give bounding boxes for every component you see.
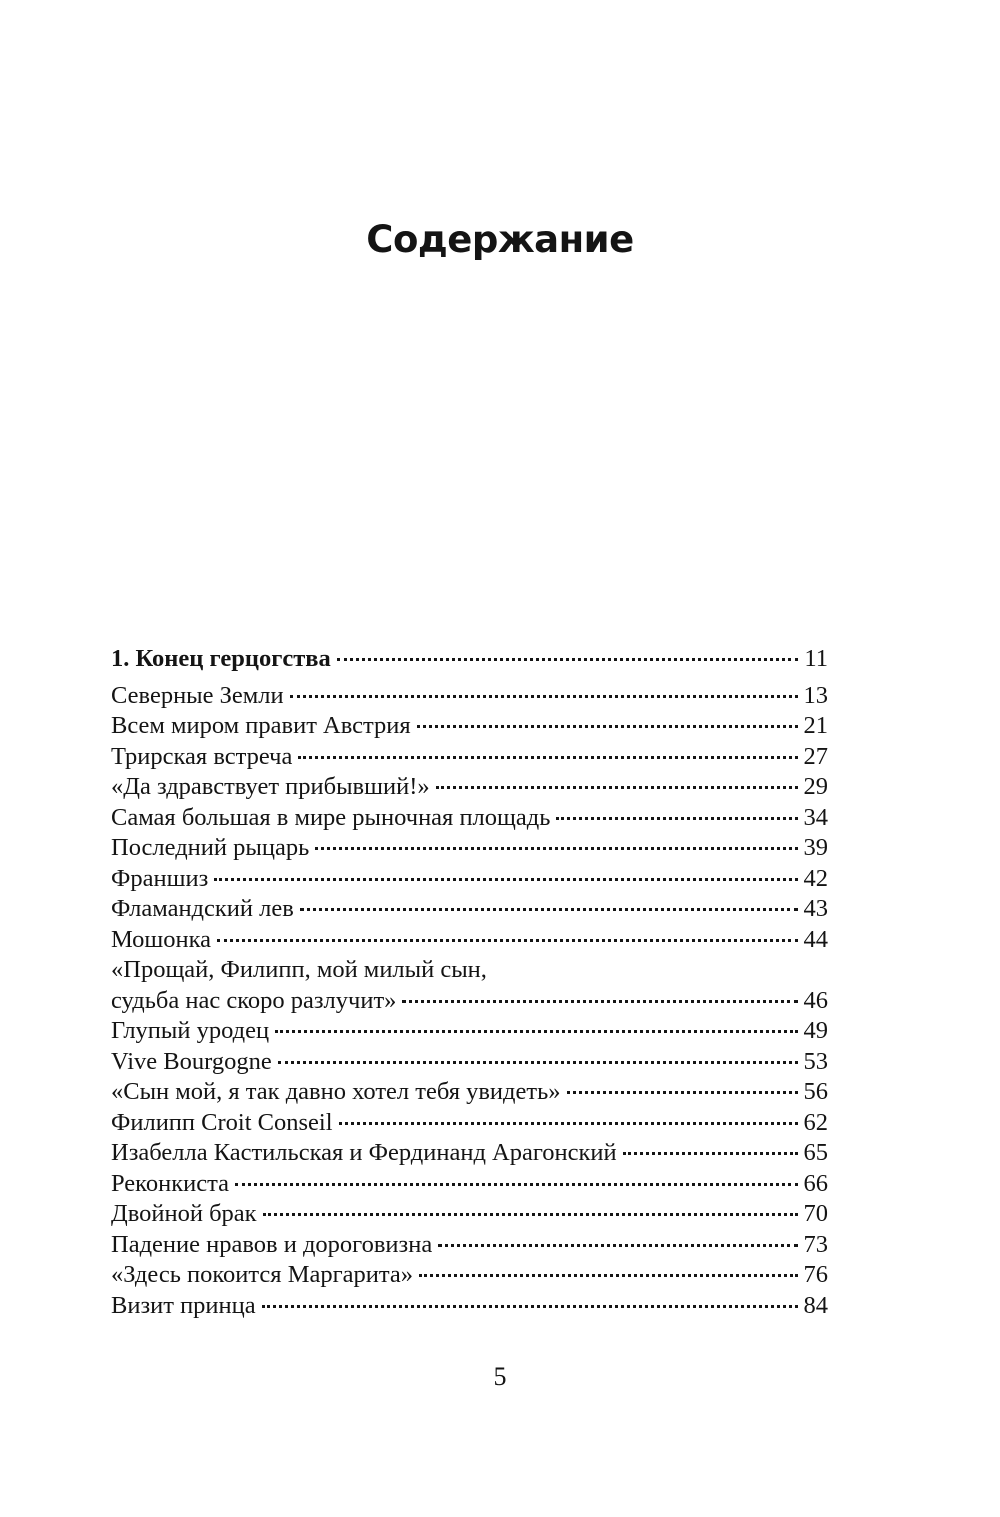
toc-entry xyxy=(111,1047,828,1078)
dot-leader xyxy=(235,1183,798,1186)
toc-entry xyxy=(111,986,828,1017)
toc-entry xyxy=(111,925,828,956)
dot-leader xyxy=(275,1030,797,1033)
toc-entry-title: «Здесь покоится Маргарита» xyxy=(111,1261,414,1288)
toc-entry xyxy=(111,1169,828,1200)
toc-entry xyxy=(111,1077,828,1108)
toc-entry xyxy=(111,1291,828,1322)
toc-entry-page: 44 xyxy=(803,925,828,953)
toc-entry xyxy=(111,894,828,925)
toc-entry xyxy=(111,711,828,742)
toc-entry-page: 66 xyxy=(803,1169,828,1197)
toc-entry-title: Изабелла Кастильская и Фердинанд Арагонский xyxy=(111,1139,617,1166)
toc-entry-title: Падение нравов и дороговизна xyxy=(111,1230,433,1258)
toc-entry-page: 39 xyxy=(803,834,828,861)
dot-leader xyxy=(298,756,797,759)
dot-leader xyxy=(278,1061,798,1064)
toc-entry-page: 56 xyxy=(803,1078,828,1105)
toc-entry xyxy=(111,681,828,712)
dot-leader xyxy=(567,1091,798,1094)
toc-entry-page: 13 xyxy=(803,681,828,709)
toc-entry-page: 65 xyxy=(803,1139,828,1166)
toc-entry xyxy=(111,1016,828,1047)
toc-entry xyxy=(111,772,828,803)
toc-entry-title: Трирская встреча xyxy=(111,742,293,770)
dot-leader xyxy=(436,786,798,789)
toc-entry-title: Франшиз xyxy=(111,864,209,892)
toc-entry xyxy=(111,803,828,834)
page-title: Содержание xyxy=(366,218,634,261)
toc-entry-page: 62 xyxy=(803,1108,828,1136)
toc-entry xyxy=(111,1108,828,1139)
toc-entry-title: Глупый уродец xyxy=(111,1017,270,1044)
dot-leader xyxy=(290,695,798,698)
toc-entry-title: Последний рыцарь xyxy=(111,834,310,861)
toc-entry-title: Реконкиста xyxy=(111,1169,229,1197)
toc-entry-title: Всем миром правит Австрия xyxy=(111,712,411,739)
toc-entry-title: 1. Конец герцогства xyxy=(111,645,331,672)
toc-entry-page: 73 xyxy=(803,1230,828,1258)
dot-leader xyxy=(300,908,798,911)
toc-entry-page: 76 xyxy=(803,1261,828,1288)
dot-leader xyxy=(315,847,797,850)
toc-entry-page: 53 xyxy=(803,1047,828,1075)
dot-leader xyxy=(217,939,797,942)
toc-entry-page: 11 xyxy=(804,645,828,672)
toc-entry-title: Двойной брак xyxy=(111,1200,257,1227)
toc-entry-title: Vive Bourgogne xyxy=(111,1047,272,1075)
page-number: 5 xyxy=(493,1362,507,1391)
toc-entry-title: Самая большая в мире рыночная площадь xyxy=(111,803,551,831)
dot-leader xyxy=(438,1244,797,1247)
toc-entry xyxy=(111,1230,828,1261)
toc-entry-title: Северные Земли xyxy=(111,681,284,709)
toc-entry-page: 70 xyxy=(803,1200,828,1227)
toc-entry-first-line xyxy=(111,955,828,986)
toc-entry-title: судьба нас скоро разлучит» xyxy=(111,986,397,1014)
dot-leader xyxy=(339,1122,798,1125)
toc-entry-page: 27 xyxy=(803,742,828,770)
dot-leader xyxy=(337,658,799,661)
dot-leader xyxy=(556,817,797,820)
toc-entry-page: 42 xyxy=(803,864,828,892)
toc-entry-title: «Сын мой, я так давно хотел тебя увидеть» xyxy=(111,1078,561,1105)
dot-leader xyxy=(262,1305,798,1308)
toc-entry xyxy=(111,742,828,773)
toc-entry xyxy=(111,864,828,895)
toc-entry-title: «Прощай, Филипп, мой милый сын, xyxy=(111,956,487,983)
toc-entry xyxy=(111,1138,828,1169)
dot-leader xyxy=(214,878,797,881)
toc-entry-page: 29 xyxy=(803,773,828,800)
toc-entry-page: 49 xyxy=(803,1017,828,1044)
toc-entry-title: Филипп Croit Conseil xyxy=(111,1108,333,1136)
dot-leader xyxy=(263,1213,798,1216)
dot-leader xyxy=(402,1000,797,1003)
dot-leader xyxy=(623,1152,798,1155)
toc-entry-title: Визит принца xyxy=(111,1291,256,1319)
toc-entry-page: 84 xyxy=(803,1291,828,1319)
toc-entry-page: 46 xyxy=(803,986,828,1014)
toc-entry-title: Мошонка xyxy=(111,925,212,953)
toc-entry-title: «Да здравствует прибывший!» xyxy=(111,773,430,800)
toc-entry-page: 34 xyxy=(803,803,828,831)
toc-entry xyxy=(111,1260,828,1291)
table-of-contents xyxy=(111,644,828,1321)
toc-entry-page: 43 xyxy=(803,895,828,922)
toc-entry xyxy=(111,833,828,864)
toc-entry-page: 21 xyxy=(803,712,828,739)
dot-leader xyxy=(419,1274,797,1277)
dot-leader xyxy=(417,725,798,728)
toc-entry-title: Фламандский лев xyxy=(111,895,294,922)
toc-entry xyxy=(111,644,828,675)
toc-entry xyxy=(111,1199,828,1230)
